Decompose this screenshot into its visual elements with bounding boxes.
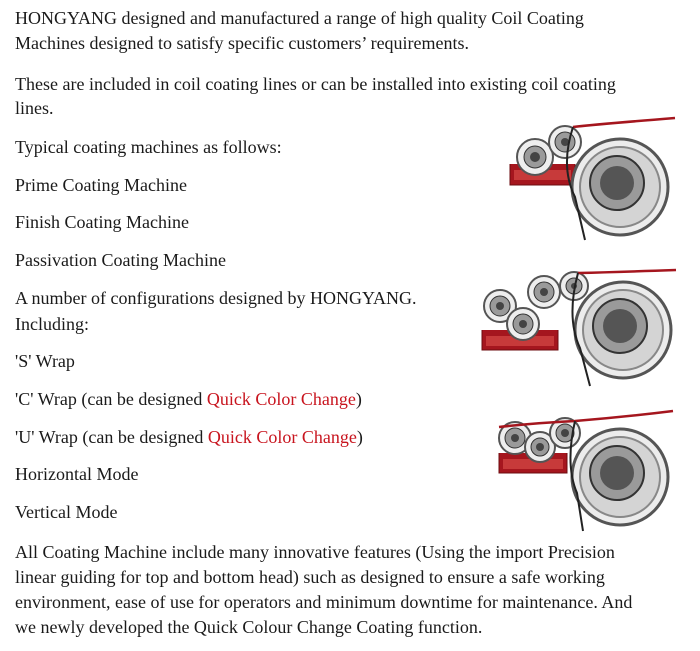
config-line-1: A number of configurations designed by HONGYANG. [15,288,417,308]
u-wrap-close: ) [356,427,363,447]
lines-note-line-2: lines. [15,98,54,118]
features-line-4: we newly developed the Quick Colour Change Coating function. [15,617,483,637]
coating-machine-diagram-3 [495,405,677,533]
c-wrap-quick-color-change-link[interactable]: Quick Color Change [206,389,356,409]
machine-finish: Finish Coating Machine [15,212,189,232]
u-wrap [15,426,363,449]
coating-machine-diagram-2 [478,268,678,388]
machine-passivation: Passivation Coating Machine [15,250,226,270]
lines-note-line-1: These are included in coil coating lines or can be installed into existing coil coating [15,74,616,94]
features-line-1: All Coating Machine include many innovative features (Using the import Precision [15,542,615,562]
config-line-2: Including: [15,314,89,334]
c-wrap-close: ) [355,389,362,409]
c-wrap-label: 'C' Wrap (can be designed [15,389,207,409]
features-line-2: linear guiding for top and bottom head) such as designed to ensure a safe working [15,567,605,587]
intro-line-1: HONGYANG designed and manufactured a range of high quality Coil Coating [15,8,584,28]
mode-horizontal: Horizontal Mode [15,464,139,484]
c-wrap [15,388,362,411]
coating-machine-diagram-1 [505,112,680,242]
typical-heading: Typical coating machines as follows: [15,137,282,157]
u-wrap-quick-color-change-link[interactable]: Quick Color Change [207,427,357,447]
s-wrap: 'S' Wrap [15,351,75,371]
machine-prime: Prime Coating Machine [15,175,187,195]
u-wrap-label: 'U' Wrap (can be designed [15,427,208,447]
features-line-3: environment, ease of use for operators and minimum downtime for maintenance. And [15,592,633,612]
mode-vertical: Vertical Mode [15,502,118,522]
intro-line-2: Machines designed to satisfy specific customers’ requirements. [15,33,470,53]
